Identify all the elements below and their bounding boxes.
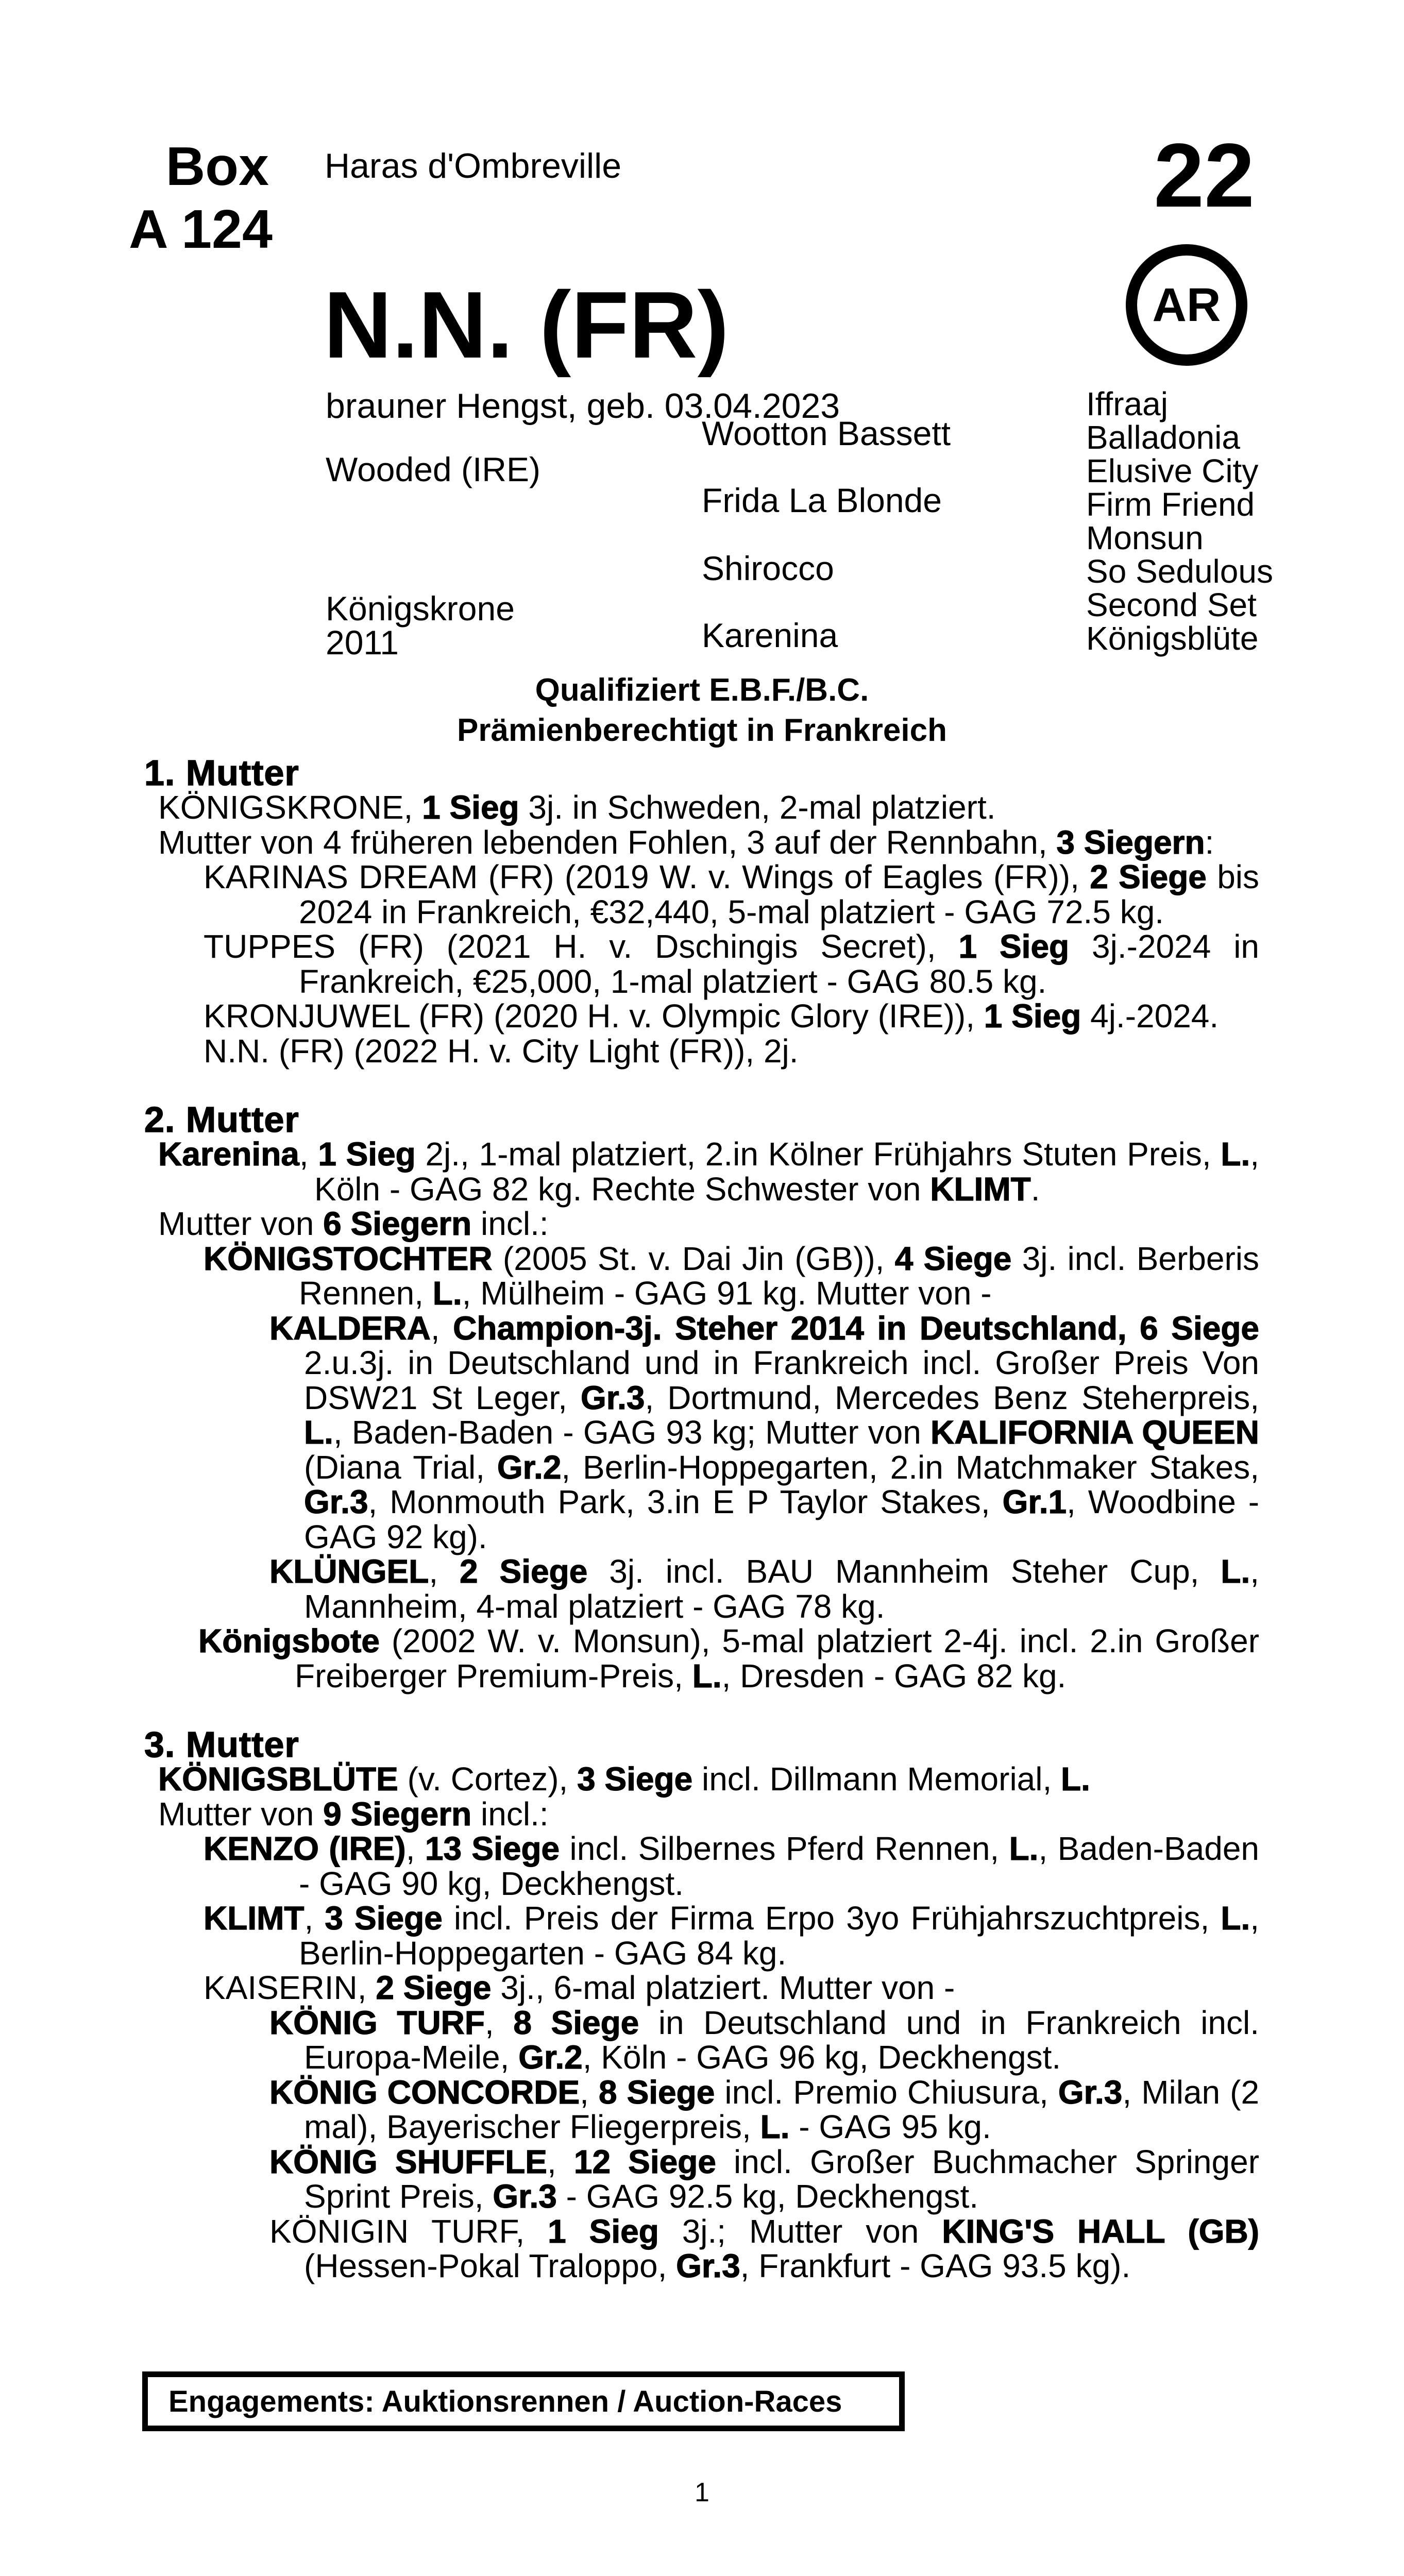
entry-text: , Mannheim, 4-mal platziert - GAG 78 kg.	[304, 1553, 1260, 1625]
section-spacer	[144, 1693, 1259, 1727]
entry-text: , Monmouth Park, 3.in E P Taylor Stakes,	[368, 1483, 1003, 1520]
entry-text: incl.:	[471, 1205, 549, 1242]
emphasis-text: 2 Siege	[1090, 858, 1207, 895]
entry-text: KARINAS DREAM (FR) (2019 W. v. Wings of Eagles (FR)),	[204, 858, 1090, 895]
pedigree-great-grandparent: Königsblüte	[1086, 620, 1259, 657]
entry-text: 3j.; Mutter von	[658, 2212, 942, 2250]
produce-entry	[144, 1971, 1259, 2006]
entry-text: ,	[429, 1553, 460, 1590]
entry-text: , Dresden - GAG 82 kg.	[721, 1657, 1067, 1694]
produce-entry	[144, 1762, 1259, 1797]
box-label-line1: Box	[165, 136, 269, 197]
emphasis-text: KÖNIG CONCORDE	[269, 2073, 580, 2111]
emphasis-text: 8 Siege	[598, 2073, 715, 2111]
entry-text: (v. Cortez),	[398, 1760, 578, 1798]
produce-entry	[144, 1797, 1259, 1832]
emphasis-text: 13 Siege	[425, 1830, 560, 1867]
pedigree-dam: Königskrone	[326, 589, 515, 628]
engagements-box	[142, 2371, 905, 2431]
emphasis-text: Gr.2	[497, 1448, 562, 1486]
dam-section	[144, 1099, 1260, 1694]
produce-entry	[144, 1901, 1259, 1971]
produce-entry	[144, 1034, 1259, 1069]
emphasis-text: 12 Siege	[573, 2143, 716, 2180]
emphasis-text: KLIMT	[204, 1900, 305, 1937]
page-number: 1	[695, 2478, 709, 2507]
pedigree-great-grandparent: Iffraaj	[1086, 385, 1168, 422]
emphasis-text: 1 Sieg	[958, 928, 1070, 965]
entry-text: 4j.-2024.	[1081, 997, 1219, 1035]
emphasis-text: Champion-3j. Steher 2014 in Deutschland, 6 Siege	[453, 1309, 1260, 1347]
emphasis-text: 1 Sieg	[984, 997, 1081, 1035]
pedigree-grandparent: Frida La Blonde	[702, 481, 942, 519]
entry-text: ,	[484, 2004, 514, 2041]
emphasis-text: Gr.1	[1002, 1483, 1067, 1520]
emphasis-text: KÖNIGSTOCHTER	[204, 1240, 493, 1277]
pedigree-dam-year: 2011	[326, 623, 399, 662]
produce-entry	[144, 1242, 1259, 1311]
emphasis-text: Gr.2	[518, 2039, 583, 2076]
emphasis-text: KÖNIG SHUFFLE	[269, 2143, 547, 2180]
entry-text: 3j. in Schweden, 2-mal platziert.	[519, 789, 996, 826]
emphasis-text: 2 Siege	[460, 1553, 588, 1590]
produce-entry	[144, 1832, 1259, 1901]
entry-text: , Berlin-Hoppegarten - GAG 84 kg.	[299, 1900, 1260, 1972]
emphasis-text: KLÜNGEL	[269, 1553, 429, 1590]
emphasis-text: L.	[760, 2108, 790, 2145]
entry-text: TUPPES (FR) (2021 H. v. Dschingis Secret),	[204, 928, 959, 965]
emphasis-text: Gr.3	[493, 2178, 557, 2215]
emphasis-text: Gr.3	[1058, 2073, 1123, 2111]
entry-text: 2j., 1-mal platziert, 2.in Kölner Frühjahrs Stuten Preis,	[415, 1136, 1221, 1173]
entry-text: - GAG 95 kg.	[789, 2108, 991, 2145]
entry-text: (2005 St. v. Dai Jin (GB)),	[492, 1240, 895, 1277]
section-heading: 2. Mutter	[144, 1099, 299, 1140]
entry-text: , Baden-Baden - GAG 93 kg; Mutter von	[333, 1414, 931, 1451]
produce-entry	[144, 1207, 1259, 1242]
pedigree-great-grandparent: Firm Friend	[1086, 486, 1255, 523]
entry-text: , Berlin-Hoppegarten, 2.in Matchmaker Stakes,	[561, 1448, 1259, 1486]
entry-text: KÖNIGSKRONE,	[158, 789, 422, 826]
pedigree-great-grandparent: Elusive City	[1086, 452, 1259, 489]
dam-section	[144, 1724, 1260, 2284]
pedigree-great-grandparent: Monsun	[1086, 519, 1204, 556]
emphasis-text: 8 Siege	[513, 2004, 639, 2041]
emphasis-text: 1 Sieg	[548, 2212, 659, 2250]
emphasis-text: 4 Siege	[894, 1240, 1012, 1277]
breeder-name: Haras d'Ombreville	[325, 146, 622, 185]
entry-text: ,	[580, 2073, 599, 2111]
entry-text: in Deutschland und in Frankreich incl. Europa-Meile,	[304, 2004, 1260, 2076]
entry-text: KÖNIGIN TURF,	[269, 2212, 548, 2250]
produce-entry	[144, 860, 1259, 929]
entry-text: :	[1205, 823, 1214, 861]
emphasis-text: Gr.3	[580, 1379, 645, 1416]
entry-text: Mutter von 4 früheren lebenden Fohlen, 3 auf der Rennbahn,	[158, 823, 1057, 861]
entry-text: - GAG 92.5 kg, Deckhengst.	[556, 2178, 979, 2215]
pedigree-great-grandparent: So Sedulous	[1086, 553, 1273, 590]
emphasis-text: 1 Sieg	[318, 1136, 416, 1173]
entry-text: , Köln - GAG 82 kg. Rechte Schwester von	[314, 1136, 1260, 1208]
emphasis-text: KÖNIG TURF	[269, 2004, 485, 2041]
produce-entry	[144, 2006, 1259, 2075]
entry-text: incl.:	[471, 1795, 549, 1833]
box-label	[129, 135, 273, 261]
emphasis-text: 3 Siegern	[1056, 823, 1205, 861]
emphasis-text: KALDERA	[269, 1309, 431, 1347]
entry-text: ,	[299, 1136, 318, 1173]
engagements-text: Engagements: Auktionsrennen / Auction-Races	[168, 2384, 842, 2418]
entry-text: 3j., 6-mal platziert. Mutter von -	[491, 1969, 955, 2006]
produce-entry	[144, 2214, 1259, 2284]
entry-text: incl. Dillmann Memorial,	[692, 1760, 1061, 1798]
entry-text: 3j. incl. BAU Mannheim Steher Cup,	[587, 1553, 1221, 1590]
box-number: A 124	[129, 199, 273, 260]
pedigree-grandparent: Karenina	[702, 616, 838, 654]
entry-text: Mutter von	[158, 1205, 324, 1242]
produce-entry	[144, 999, 1259, 1034]
emphasis-text: 3 Siege	[325, 1900, 443, 1937]
entry-text: (2002 W. v. Monsun), 5-mal platziert 2-4j. incl. 2.in Großer Freiberger Premium-Preis,	[295, 1622, 1259, 1694]
entry-text: incl. Silbernes Pferd Rennen,	[560, 1830, 1009, 1867]
dam-section	[144, 753, 1260, 1070]
emphasis-text: Gr.3	[676, 2247, 740, 2284]
horse-name: N.N. (FR)	[324, 272, 729, 378]
pedigree-great-grandparents	[1086, 387, 1273, 655]
entry-text: ,	[430, 1309, 453, 1347]
entry-text: incl. Großer Buchmacher Springer Sprint Preis,	[304, 2143, 1260, 2215]
entry-text: ,	[304, 1900, 325, 1937]
emphasis-text: Königsbote	[198, 1622, 380, 1659]
entry-text: .	[1030, 1170, 1040, 1208]
emphasis-text: L.	[1221, 1900, 1250, 1937]
entry-text: incl. Premio Chiusura,	[715, 2073, 1058, 2111]
entry-text: ,	[405, 1830, 425, 1867]
emphasis-text: Karenina	[158, 1136, 299, 1173]
entry-text: , Mülheim - GAG 91 kg. Mutter von -	[462, 1275, 992, 1312]
emphasis-text: L.	[1221, 1553, 1250, 1590]
emphasis-text: L.	[304, 1414, 333, 1451]
emphasis-text: 3 Siege	[577, 1760, 693, 1798]
produce-entry	[144, 1137, 1259, 1207]
entry-text: Mutter von	[158, 1795, 324, 1833]
horse-description: brauner Hengst, geb. 03.04.2023	[326, 386, 840, 426]
ar-badge-icon	[1126, 244, 1247, 366]
entry-text: , Köln - GAG 96 kg, Deckhengst.	[582, 2039, 1061, 2076]
qualification-premium: Prämienberechtigt in Frankreich	[457, 713, 947, 748]
qualification-ebf: Qualifiziert E.B.F./B.C.	[535, 672, 869, 708]
emphasis-text: L.	[1061, 1760, 1090, 1798]
entry-text: (Diana Trial,	[304, 1448, 497, 1486]
entry-text: (Hessen-Pokal Traloppo,	[304, 2247, 676, 2284]
entry-text: , Dortmund, Mercedes Benz Steherpreis,	[645, 1379, 1260, 1416]
emphasis-text: 9 Siegern	[323, 1795, 472, 1833]
pedigree-grandparent: Wootton Bassett	[702, 414, 951, 452]
entry-text: 3j.-2024 in Frankreich, €25,000, 1-mal platziert - GAG 80.5 kg.	[299, 928, 1260, 1000]
produce-entry	[144, 790, 1259, 825]
emphasis-text: L.	[1221, 1136, 1250, 1173]
emphasis-text: KLIMT	[930, 1170, 1031, 1208]
emphasis-text: KENZO (IRE)	[204, 1830, 406, 1867]
entry-text: , Woodbine - GAG 92 kg).	[304, 1483, 1260, 1555]
produce-entry	[144, 1554, 1259, 1624]
produce-entry	[144, 2075, 1259, 2145]
emphasis-text: L.	[1009, 1830, 1039, 1867]
produce-entry	[144, 2145, 1259, 2214]
lot-number: 22	[1154, 125, 1255, 226]
entry-text: , Milan (2 mal), Bayerischer Fliegerpreis,	[304, 2073, 1260, 2145]
ar-badge-label: AR	[1152, 278, 1221, 331]
produce-entry	[144, 929, 1259, 999]
produce-entry	[144, 825, 1259, 860]
entry-text: , Baden-Baden - GAG 90 kg, Deckhengst.	[299, 1830, 1260, 1902]
emphasis-text: KING'S HALL (GB)	[942, 2212, 1260, 2250]
entry-text: ,	[547, 2143, 574, 2180]
family-sections	[144, 753, 1260, 2284]
emphasis-text: KÖNIGSBLÜTE	[158, 1760, 398, 1798]
entry-text: bis 2024 in Frankreich, €32,440, 5-mal platziert - GAG 72.5 kg.	[299, 858, 1260, 930]
pedigree-grandparent: Shirocco	[702, 549, 834, 587]
entry-text: KAISERIN,	[204, 1969, 376, 2006]
produce-entry	[144, 1624, 1259, 1693]
section-spacer	[144, 1069, 1259, 1103]
emphasis-text: 2 Siege	[376, 1969, 492, 2006]
pedigree-sire: Wooded (IRE)	[326, 450, 540, 488]
entry-text: KRONJUWEL (FR) (2020 H. v. Olympic Glory (IRE)),	[204, 997, 984, 1035]
emphasis-text: KALIFORNIA QUEEN	[931, 1414, 1260, 1451]
pedigree-great-grandparent: Second Set	[1086, 586, 1257, 623]
emphasis-text: 1 Sieg	[422, 789, 519, 826]
emphasis-text: Gr.3	[304, 1483, 368, 1520]
entry-text: N.N. (FR) (2022 H. v. City Light (FR)), 2j.	[204, 1032, 799, 1070]
entry-text: 2.u.3j. in Deutschland und in Frankreich incl. Großer Preis Von DSW21 St Leger,	[304, 1344, 1259, 1416]
section-heading: 3. Mutter	[144, 1724, 299, 1765]
entry-text: , Frankfurt - GAG 93.5 kg).	[740, 2247, 1131, 2284]
section-heading: 1. Mutter	[144, 753, 299, 793]
pedigree-great-grandparent: Balladonia	[1086, 419, 1240, 456]
emphasis-text: 6 Siegern	[323, 1205, 472, 1242]
emphasis-text: L.	[432, 1275, 462, 1312]
entry-text: 3j. incl. Berberis Rennen,	[299, 1240, 1260, 1312]
entry-text: incl. Preis der Firma Erpo 3yo Frühjahrszuchtpreis,	[442, 1900, 1221, 1937]
produce-entry	[144, 1311, 1259, 1555]
emphasis-text: L.	[692, 1657, 722, 1694]
